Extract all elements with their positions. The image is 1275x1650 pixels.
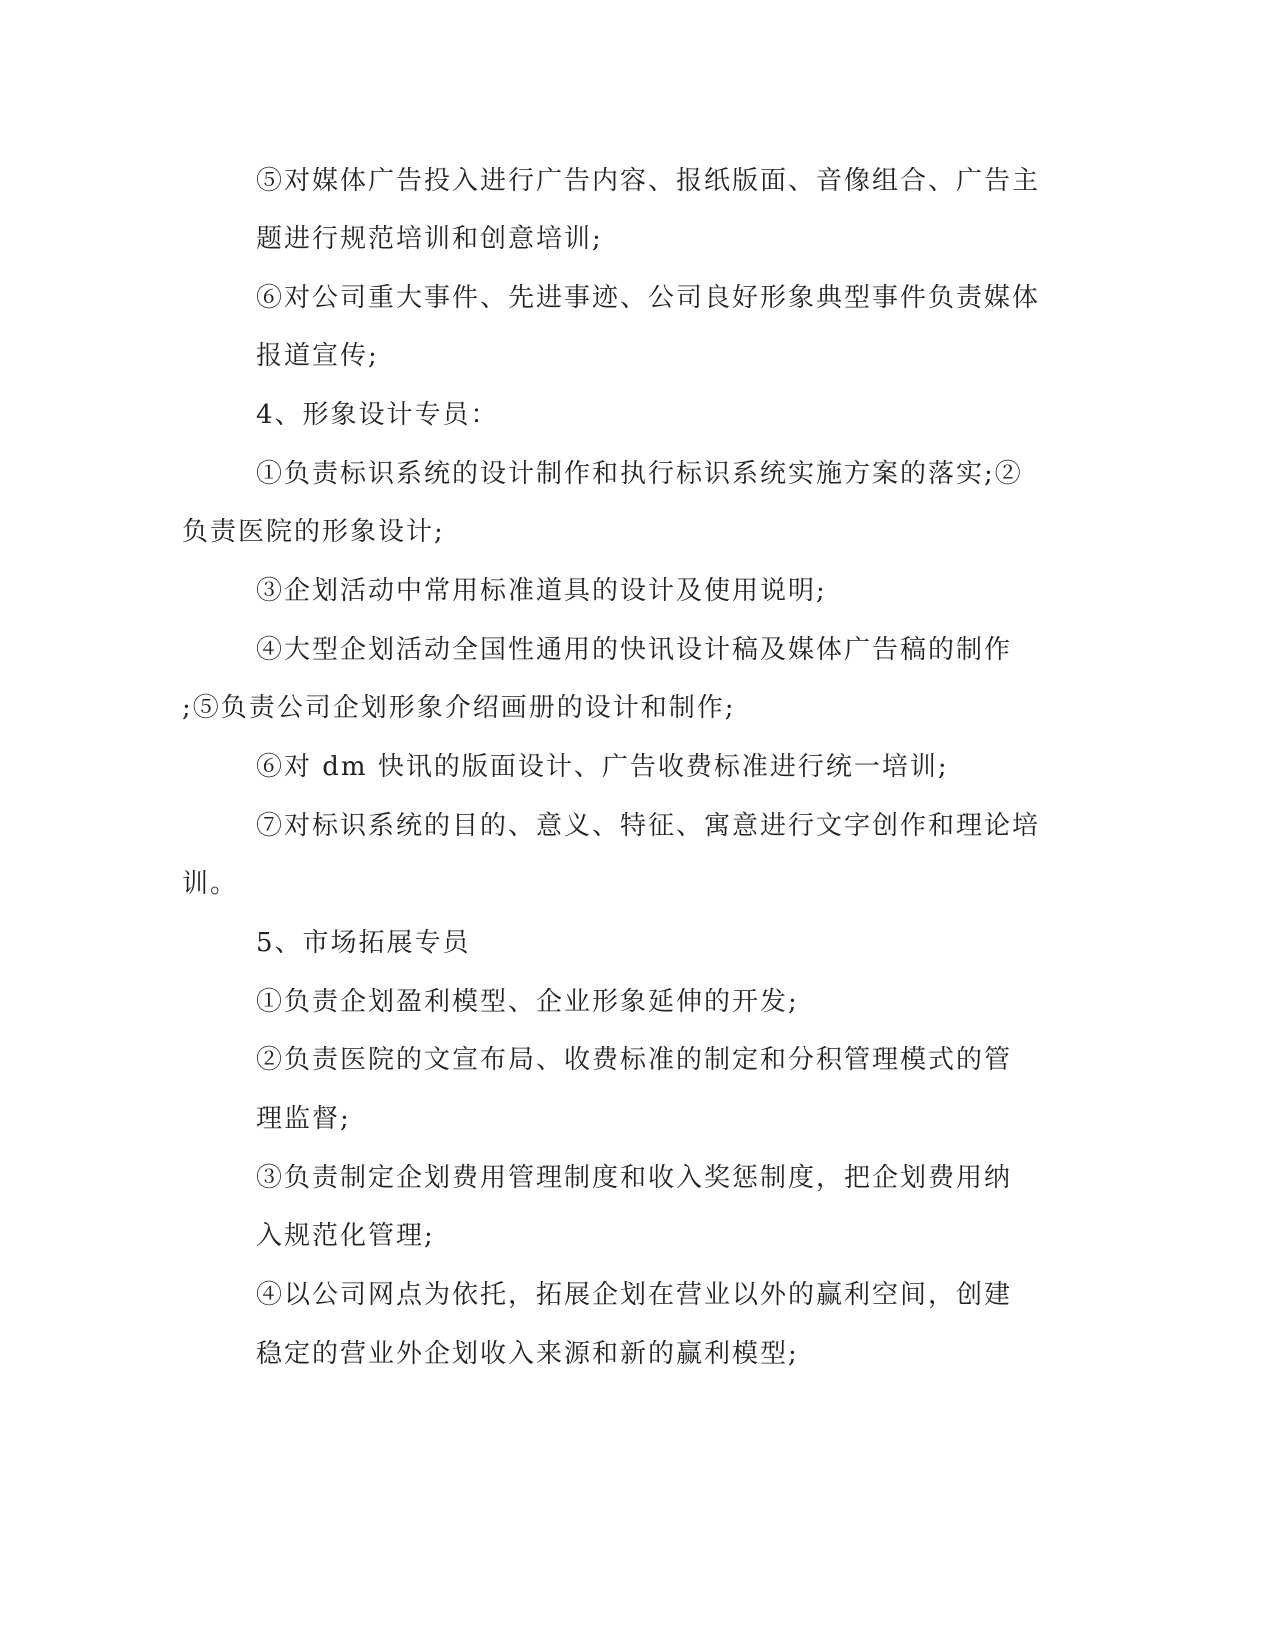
text-line: ①负责企划盈利模型、企业形象延伸的开发;	[256, 987, 799, 1017]
text-line: 入规范化管理;	[256, 1221, 435, 1251]
text-line: ③企划活动中常用标准道具的设计及使用说明;	[256, 576, 827, 606]
text-line: 理监督;	[256, 1104, 351, 1134]
text-line: 负责医院的形象设计;	[182, 517, 445, 547]
section-heading: 5、市场拓展专员	[256, 928, 471, 958]
text-line: ⑥对 dm 快讯的版面设计、广告收费标准进行统一培训;	[256, 752, 949, 782]
text-line: 题进行规范培训和创意培训;	[256, 224, 603, 254]
text-line: ⑤对媒体广告投入进行广告内容、报纸版面、音像组合、广告主	[256, 166, 1041, 196]
text-line: ;⑤负责公司企划形象介绍画册的设计和制作;	[182, 693, 736, 723]
text-line: ②负责医院的文宣布局、收费标准的制定和分积管理模式的管	[256, 1045, 1013, 1075]
section-heading: 4、形象设计专员：	[256, 400, 499, 430]
text-line: ①负责标识系统的设计制作和执行标识系统实施方案的落实;②	[256, 459, 1023, 489]
text-line: ④以公司网点为依托，拓展企划在营业以外的赢利空间，创建	[256, 1280, 1013, 1310]
text-line: ③负责制定企划费用管理制度和收入奖惩制度，把企划费用纳	[256, 1163, 1013, 1193]
text-line: ⑥对公司重大事件、先进事迹、公司良好形象典型事件负责媒体	[256, 283, 1041, 313]
text-line: 报道宣传;	[256, 341, 379, 371]
text-line: ⑦对标识系统的目的、意义、特征、寓意进行文字创作和理论培	[256, 811, 1041, 841]
text-line: 训。	[182, 869, 239, 899]
text-line: 稳定的营业外企划收入来源和新的赢利模型;	[256, 1339, 799, 1369]
text-line: ④大型企划活动全国性通用的快讯设计稿及媒体广告稿的制作	[256, 635, 1013, 665]
